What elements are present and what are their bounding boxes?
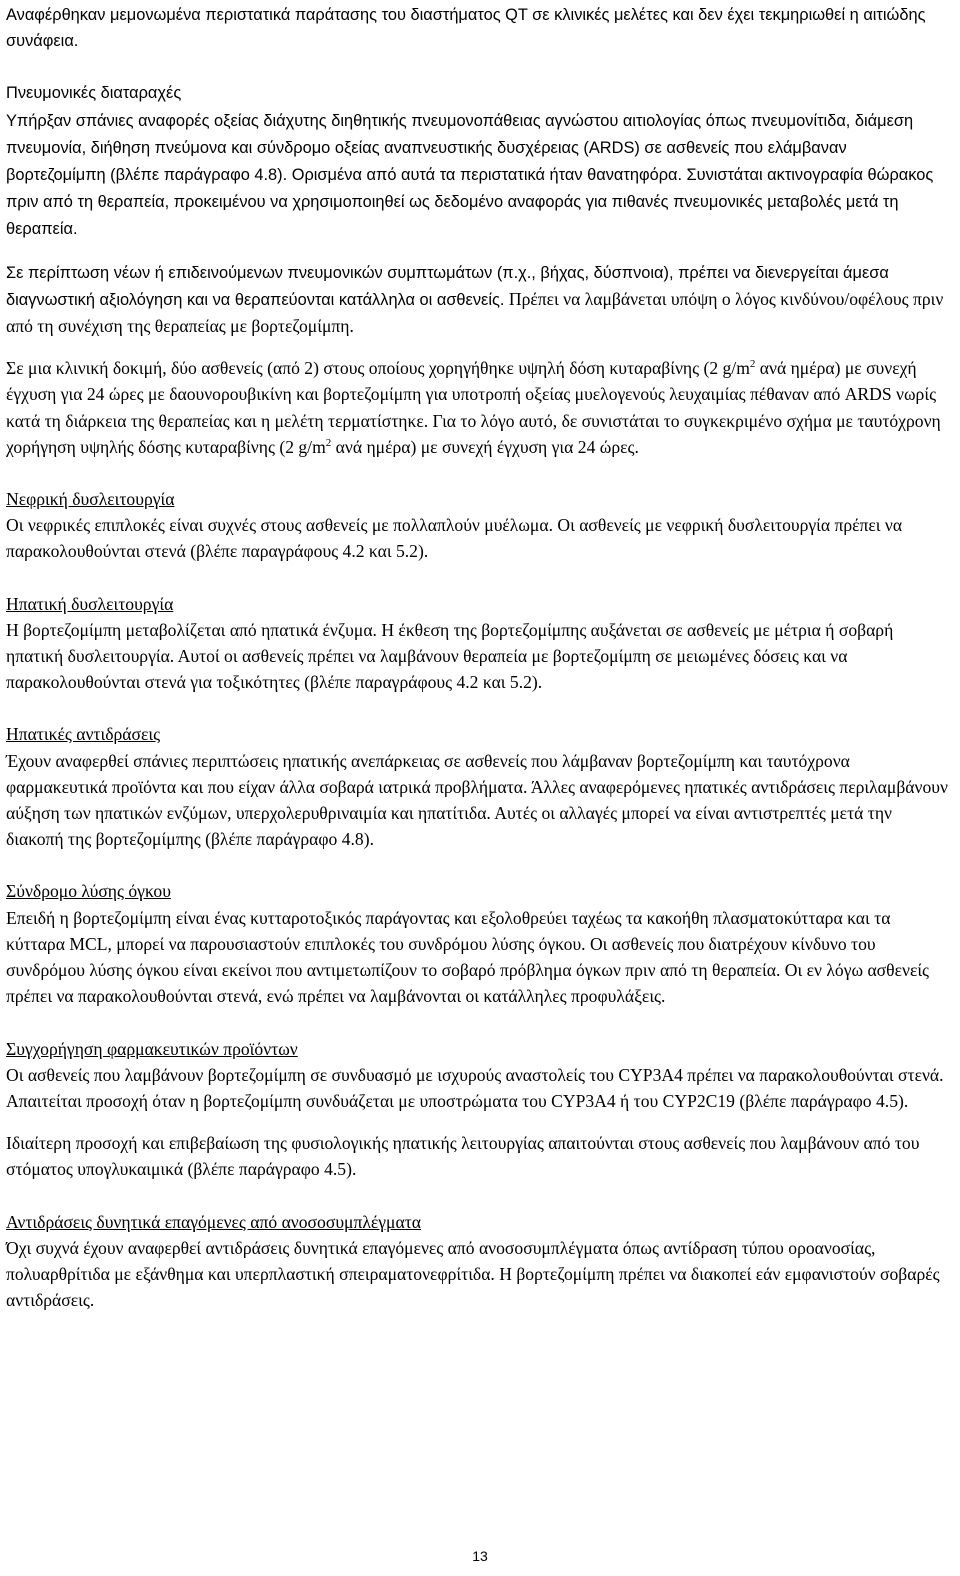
section-heading: Ηπατική δυσλειτουργία [6,593,174,614]
pulmonary-text-serif: Συνιστάται ακτινογραφία θώρακος πριν από τη θεραπεία, προκειμένου να χρησιμοποιηθεί ως δεδομένο αναφοράς για πιθανές πνευμονικές μεταβολές μετά τη θεραπεία. [6,166,934,239]
superscript: 2 [749,358,756,371]
pulmonary-text: ανά ημέρα) με συνεχή έγχυση για 24 ώρες με δαουνορουβικίνη και βορτεζομίμπη για υποτροπή οξείας μυελογενούς λευχαιμίας πέθαναν από ARDS νωρίς κατά τη διάρκεια της θεραπείας και η μελέτη τερματίστηκε. Για το λόγο αυτό, δε συνιστάται το συγκεκριμένο σχήμα με ταυτόχρονη χορήγηση υψηλής δόσης κυταραβίνης (2 g/m [6,358,941,457]
pulmonary-text: ανά ημέρα) με συνεχή έγχυση για 24 ώρες. [331,436,639,457]
pulmonary-paragraph-1 [6,107,950,243]
section-body: Οι νεφρικές επιπλοκές είναι συχνές στους ασθενείς με πολλαπλούν μυέλωμα. Οι ασθενείς με νεφρική δυσλειτουργία πρέπει να παρακολουθούνται στενά (βλέπε παραγράφους 4.2 και 5.2). [6,515,903,562]
section-heading: Σύνδρομο λύσης όγκου [6,881,171,902]
section-body: Η βορτεζομίμπη μεταβολίζεται από ηπατικά ένζυμα. Η έκθεση της βορτεζομίμπης αυξάνεται σε ασθενείς με μέτρια ή σοβαρή ηπατική δυσλειτουργία. Αυτοί οι ασθενείς πρέπει να λαμβάνουν θεραπεία με βορτεζομίμπη σε μειωμένες δόσεις και να παρακολουθούνται στενά για τοξικότητες (βλέπε παραγράφους 4.2 και 5.2). [6,619,894,693]
section-heading: Νεφρική δυσλειτουργία [6,489,175,510]
section-heading: Πνευμονικές διαταραχές [6,84,182,103]
section-heading: Ηπατικές αντιδράσεις [6,724,161,745]
document-page [6,2,950,1313]
section-pulmonary [6,80,950,460]
section-immune-complex [6,1209,950,1314]
section-hepatic-reactions [6,721,950,852]
pulmonary-text: Σε μια κλινική δοκιμή, δύο ασθενείς (από 2) στους οποίους χορηγήθηκε υψηλή δόση κυταραβίνης (2 g/m [6,358,750,379]
section-tumour-lysis [6,878,950,1009]
section-body: Ιδιαίτερη προσοχή και επιβεβαίωση της φυσιολογικής ηπατικής λειτουργίας απαιτούνται στους ασθενείς που λαμβάνουν από του στόματος υπογλυκαιμικά (βλέπε παράγραφο 4.5). [6,1133,920,1180]
pulmonary-text-serif: Πρέπει να λαμβάνεται υπόψη ο λόγος κινδύνου/οφέλους πριν από τη συνέχιση της θεραπείας με βορτεζομίμπη. [6,288,944,337]
section-heading: Αντιδράσεις δυνητικά επαγόμενες από ανοσοσυμπλέγματα [6,1211,421,1232]
section-body: Έχουν αναφερθεί σπάνιες περιπτώσεις ηπατικής ανεπάρκειας σε ασθενείς που λάμβαναν βορτεζομίμπη και ταυτόχρονα φαρμακευτικά προϊόντα και που είχαν άλλα σοβαρά ιατρικά προβλήματα. Άλλες αναφερόμενες ηπατικές αντιδράσεις περιλαμβάνουν αύξηση των ηπατικών ενζύμων, υπερχολερυθριναιμία και ηπατίτιδα. Αυτές οι αλλαγές μπορεί να είναι αντιστρεπτές μετά την διακοπή της βορτεζομίμπης (βλέπε παράγραφο 4.8). [6,750,948,850]
section-coadministration [6,1036,950,1183]
section-body: Οι ασθενείς που λαμβάνουν βορτεζομίμπη σε συνδυασμό με ισχυρούς αναστολείς του CYP3A4 πρέπει να παρακολουθούνται στενά. Απαιτείται προσοχή όταν η βορτεζομίμπη συνδυάζεται με υποστρώματα του CYP3A4 ή του CYP2C19 (βλέπε παράγραφο 4.5). [6,1064,944,1111]
pulmonary-paragraph-2 [6,259,950,340]
intro-paragraph: Αναφέρθηκαν μεμονωμένα περιστατικά παράτασης του διαστήματος QT σε κλινικές μελέτες και δεν έχει τεκμηριωθεί η αιτιώδης συνάφεια. [6,6,926,51]
section-body: Επειδή η βορτεζομίμπη είναι ένας κυτταροτοξικός παράγοντας και εξολοθρεύει ταχέως τα κακοήθη πλασματοκύτταρα και τα κύτταρα MCL, μπορεί να παρουσιαστούν επιπλοκές του συνδρόμου λύσης όγκου. Οι ασθενείς που διατρέχουν κίνδυνο του συνδρόμου λύσης όγκου είναι εκείνοι που αντιμετωπίζουν το σοβαρό πρόβλημα όγκων πριν από τη θεραπεία. Οι εν λόγω ασθενείς πρέπει να παρακολουθούνται στενά, ενώ πρέπει να λαμβάνονται οι κατάλληλες προφυλάξεις. [6,907,930,1007]
section-heading: Συγχορήγηση φαρμακευτικών προϊόντων [6,1038,298,1059]
superscript: 2 [325,436,332,449]
pulmonary-text-sans: Υπήρξαν σπάνιες αναφορές οξείας διάχυτης διηθητικής πνευμονοπάθειας αγνώστου αιτιολογίας όπως πνευμονίτιδα, διάμεση πνευμονία, διήθηση πνεύμονα και σύνδρομο οξείας αναπνευστικής δυσχέρειας (ARDS) σε ασθενείς που ελάμβαναν βορτεζομίμπη (βλέπε παράγραφο 4.8). Ορισμένα από αυτά τα περιστατικά ήταν θανατηφόρα. [6,111,914,185]
section-body: Όχι συχνά έχουν αναφερθεί αντιδράσεις δυνητικά επαγόμενες από ανοσοσυμπλέγματα όπως αντίδραση τύπου οροανοσίας, πολυαρθρίτιδα με εξάνθημα και υπερπλαστική σπειραματονεφρίτιδα. Η βορτεζομίμπη πρέπει να διακοπεί εάν εμφανιστούν σοβαρές αντιδράσεις. [6,1237,940,1311]
page-number: 13 [472,1548,488,1564]
pulmonary-paragraph-3 [6,355,950,460]
section-hepatic-impairment [6,591,950,696]
section-renal [6,486,950,565]
pulmonary-text-sans: Σε περίπτωση νέων ή επιδεινούμενων πνευμονικών συμπτωμάτων (π.χ., βήχας, δύσπνοια), πρέπει να διενεργείται άμεσα διαγνωστική αξιολόγηση και να θεραπεύονται κατάλληλα οι ασθενείς. [6,263,889,309]
